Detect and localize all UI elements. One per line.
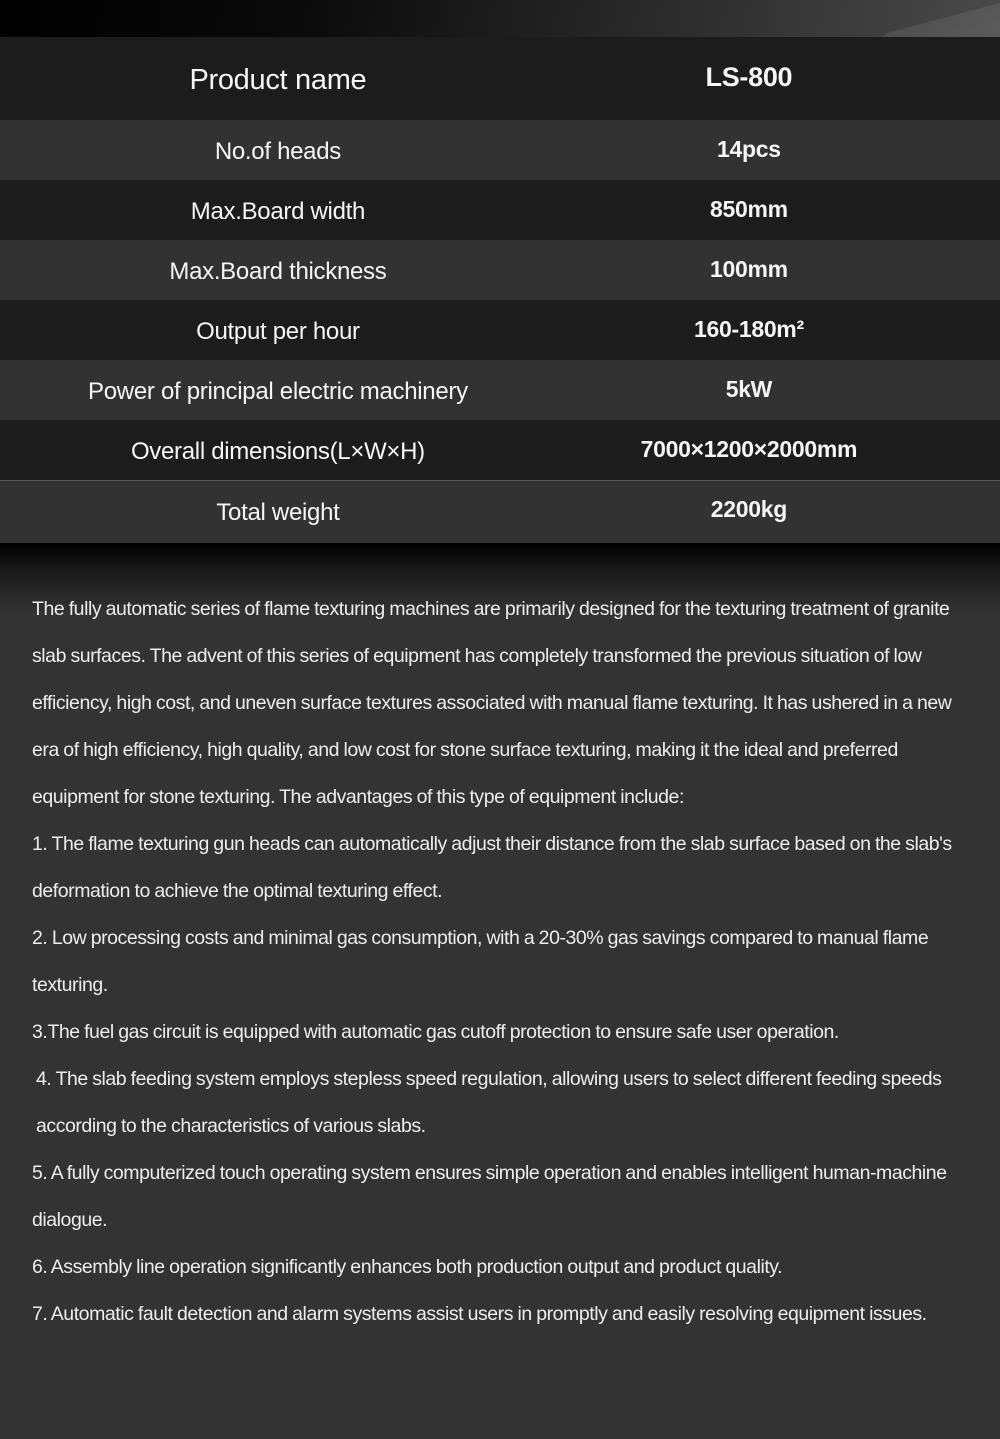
spec-value: 7000×1200×2000mm: [640, 435, 858, 462]
spec-row-dimensions: [0, 420, 1000, 480]
spec-row-board-thickness: [0, 240, 1000, 300]
spec-label: Max.Board width: [190, 198, 366, 225]
advantage-item: 1. The flame texturing gun heads can automatically adjust their distance from the slab surface based on the slab's deformation to achieve the optimal texturing effect.: [32, 833, 952, 902]
spec-label: Total weight: [216, 498, 340, 526]
spec-header-label: Product name: [189, 64, 367, 96]
spec-header-row: [0, 37, 1000, 120]
spec-header-value: LS-800: [705, 62, 793, 92]
spec-label: Power of principal electric machinery: [88, 378, 468, 405]
spec-value: 850mm: [710, 195, 788, 222]
spec-row-heads: [0, 120, 1000, 180]
spec-value: 14pcs: [717, 135, 781, 162]
spec-label: Max.Board thickness: [169, 258, 387, 285]
advantage-item: 5. A fully computerized touch operating system ensures simple operation and enables intelligent human-machine dialogue.: [32, 1162, 947, 1231]
spec-table: [0, 37, 1000, 540]
advantage-item: 7. Automatic fault detection and alarm systems assist users in promptly and easily resolving equipment issues.: [32, 1303, 927, 1325]
spec-row-output: [0, 300, 1000, 360]
spec-row-weight: [0, 480, 1000, 540]
product-description: [32, 586, 977, 1338]
advantage-item: 2. Low processing costs and minimal gas consumption, with a 20-30% gas savings compared to manual flame texturing.: [32, 927, 929, 996]
spec-label: No.of heads: [214, 138, 341, 165]
advantage-item: 6. Assembly line operation significantly enhances both production output and product quality.: [32, 1256, 783, 1278]
spec-value: 160-180m²: [694, 315, 804, 342]
advantage-item: 4. The slab feeding system employs stepless speed regulation, allowing users to select different feeding speeds according to the characteristics of various slabs.: [36, 1068, 942, 1137]
description-intro: The fully automatic series of flame texturing machines are primarily designed for the texturing treatment of granite slab surfaces. The advent of this series of equipment has completely transformed the previous situation of low efficiency, high cost, and uneven surface textures associated with manual flame texturing. It has ushered in a new era of high efficiency, high quality, and low cost for stone surface texturing, making it the ideal and preferred equipment for stone texturing. The advantages of this type of equipment include:: [32, 598, 952, 808]
banner-shine-decoration: [860, 0, 1000, 37]
spec-label: Overall dimensions(L×W×H): [130, 438, 425, 465]
spec-value: 2200kg: [710, 496, 788, 522]
spec-value: 100mm: [710, 255, 788, 282]
spec-value: 5kW: [725, 375, 773, 402]
spec-label: Output per hour: [196, 318, 360, 345]
spec-row-board-width: [0, 180, 1000, 240]
top-banner: [0, 0, 1000, 37]
spec-row-power: [0, 360, 1000, 420]
advantage-item: 3.The fuel gas circuit is equipped with automatic gas cutoff protection to ensure safe user operation.: [32, 1021, 839, 1043]
